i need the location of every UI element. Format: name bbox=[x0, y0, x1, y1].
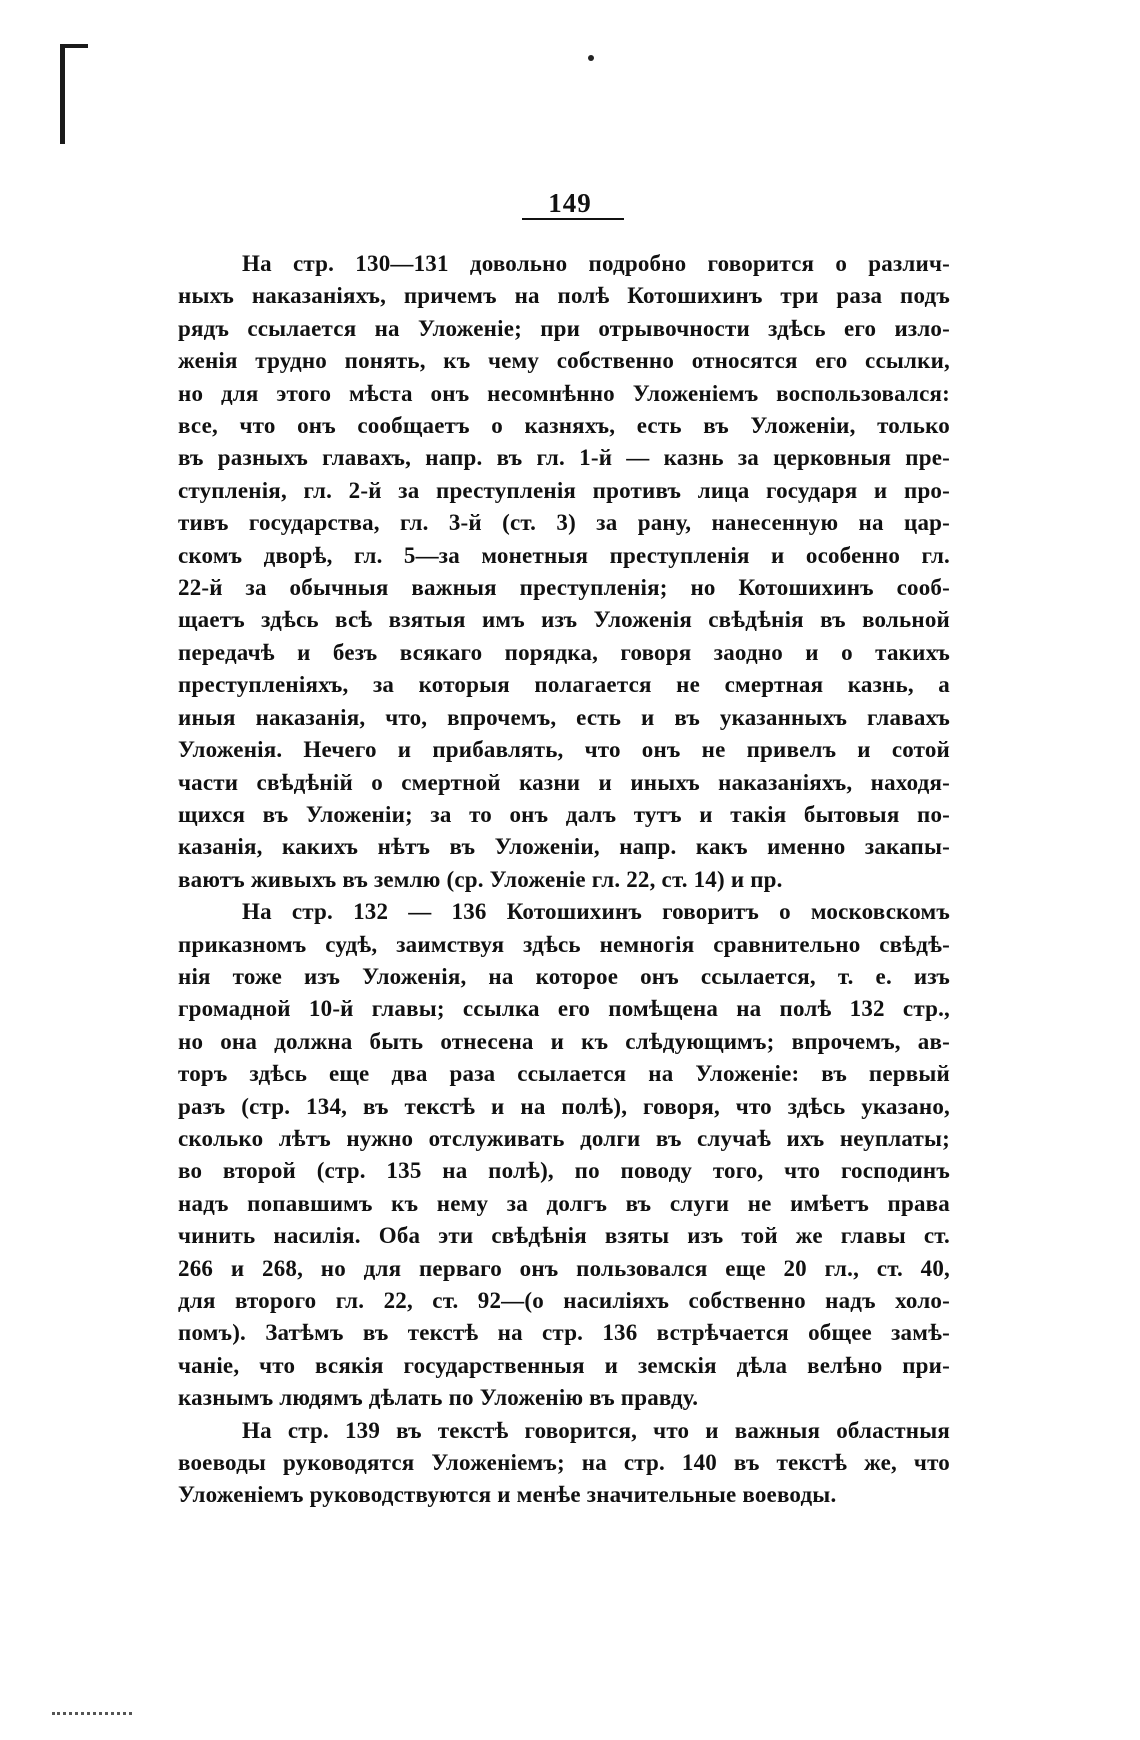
text-line: 266 и 268, но для перваго онъ пользовался еще 20 гл., ст. 40, bbox=[178, 1255, 950, 1281]
text-line: но для этого мѣста онъ несомнѣнно Уложеніемъ воспользовался: bbox=[178, 380, 950, 406]
text-line: нія тоже изъ Уложенія, на которое онъ ссылается, т. е. изъ bbox=[178, 963, 950, 989]
text-line: въ разныхъ главахъ, напр. въ гл. 1-й — казнь за церковныя пре- bbox=[178, 445, 950, 471]
text-line: чинить насилія. Оба эти свѣдѣнія взяты изъ той же главы ст. bbox=[178, 1223, 950, 1249]
text-line: приказномъ судѣ, заимствуя здѣсь немногія сравнительно свѣдѣ- bbox=[178, 931, 950, 957]
text-line: громадной 10-й главы; ссылка его помѣщена на полѣ 132 стр., bbox=[178, 996, 950, 1022]
text-line: чаніе, что всякія государственныя и земскія дѣла велѣно при- bbox=[178, 1352, 950, 1378]
text-line: ныхъ наказаніяхъ, причемъ на полѣ Котошихинъ три раза подъ bbox=[178, 283, 950, 309]
text-line: казнымъ людямъ дѣлать по Уложенію въ правду. bbox=[178, 1385, 699, 1411]
text-line: щаетъ здѣсь всѣ взятыя имъ изъ Уложенія свѣдѣнія въ вольной bbox=[178, 607, 950, 633]
text-line: На стр. 139 въ текстѣ говорится, что и важныя областныя bbox=[242, 1417, 950, 1443]
text-line: ваютъ живыхъ въ землю (ср. Уложеніе гл. 22, ст. 14) и пр. bbox=[178, 866, 783, 892]
text-line: На стр. 130—131 довольно подробно говорится о различ- bbox=[242, 251, 950, 276]
scan-edge-mark bbox=[60, 44, 65, 144]
text-line: воеводы руководятся Уложеніемъ; на стр. 140 въ текстѣ же, что bbox=[178, 1450, 950, 1476]
paragraph-1 bbox=[178, 248, 950, 896]
text-line: тивъ государства, гл. 3-й (ст. 3) за рану, нанесенную на цар- bbox=[178, 510, 950, 536]
text-line: ступленія, гл. 2-й за преступленія противъ лица государя и про- bbox=[178, 477, 950, 503]
text-line: во второй (стр. 135 на полѣ), по поводу того, что господинъ bbox=[178, 1158, 950, 1184]
text-line: разъ (стр. 134, въ текстѣ и на полѣ), говоря, что здѣсь указано, bbox=[178, 1093, 950, 1119]
body-text bbox=[178, 248, 950, 1512]
text-line: казанія, какихъ нѣтъ въ Уложеніи, напр. какъ именно закапы- bbox=[178, 834, 950, 860]
page-number: 149 bbox=[548, 188, 592, 218]
paragraph-3 bbox=[178, 1415, 950, 1512]
text-line: но она должна быть отнесена и къ слѣдующимъ; впрочемъ, ав- bbox=[178, 1028, 950, 1054]
text-line: помъ). Затѣмъ въ текстѣ на стр. 136 встрѣчается общее замѣ- bbox=[178, 1320, 950, 1346]
scan-bottom-specks bbox=[52, 1712, 132, 1718]
text-line: рядъ ссылается на Уложеніе; при отрывочности здѣсь его изло- bbox=[178, 315, 950, 341]
text-line: иныя наказанія, что, впрочемъ, есть и въ указанныхъ главахъ bbox=[178, 704, 950, 730]
text-line: надъ попавшимъ къ нему за долгъ въ слуги не имѣетъ права bbox=[178, 1190, 950, 1216]
text-line: Уложенія. Нечего и прибавлять, что онъ не привелъ и сотой bbox=[178, 737, 950, 763]
text-line: части свѣдѣній о смертной казни и иныхъ наказаніяхъ, находя- bbox=[178, 769, 950, 795]
text-line: 22-й за обычныя важныя преступленія; но Котошихинъ сооб- bbox=[178, 575, 950, 601]
text-line: скомъ дворѣ, гл. 5—за монетныя преступленія и особенно гл. bbox=[178, 542, 950, 568]
text-line: щихся въ Уложеніи; за то онъ далъ тутъ и такія бытовыя по- bbox=[178, 801, 950, 827]
text-line: торъ здѣсь еще два раза ссылается на Уложеніе: въ первый bbox=[178, 1061, 950, 1087]
text-line: преступленіяхъ, за которыя полагается не смертная казнь, а bbox=[178, 672, 950, 698]
text-line: Уложеніемъ руководствуются и менѣе значительные воеводы. bbox=[178, 1482, 837, 1508]
paragraph-2 bbox=[178, 896, 950, 1415]
page-number-rule bbox=[522, 218, 624, 220]
text-line: женія трудно понять, къ чему собственно относятся его ссылки, bbox=[178, 348, 950, 374]
text-line: сколько лѣтъ нужно отслуживать долги въ случаѣ ихъ неуплаты; bbox=[178, 1125, 950, 1151]
scan-speck bbox=[588, 55, 594, 61]
text-line: для второго гл. 22, ст. 92—(о насиліяхъ собственно надъ холо- bbox=[178, 1288, 950, 1313]
text-line: все, что онъ сообщаетъ о казняхъ, есть въ Уложеніи, только bbox=[178, 413, 950, 439]
text-line: На стр. 132 — 136 Котошихинъ говоритъ о московскомъ bbox=[242, 899, 950, 925]
text-line: передачѣ и безъ всякаго порядка, говоря заодно и о такихъ bbox=[178, 639, 950, 665]
